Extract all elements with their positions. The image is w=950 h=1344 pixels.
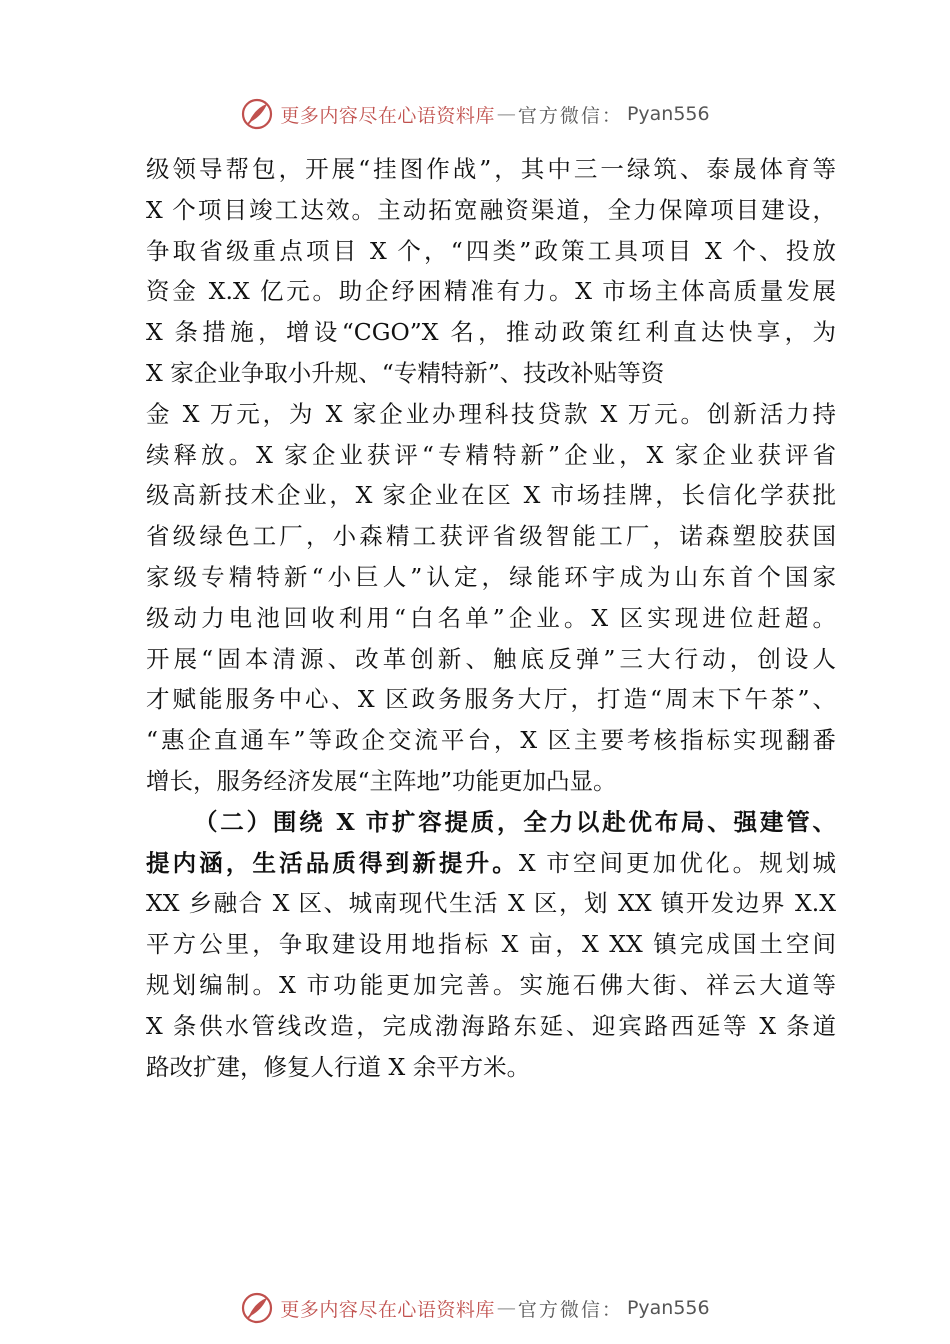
body-line: 级动力电池回收利用“白名单”企业。X 区实现进位赶超。	[146, 603, 836, 632]
section-heading-continuation: 提内涵，生活品质得到新提升。	[146, 848, 519, 877]
body-line: X 条措施，增设“CGO”X 名，推动政策红利直达快享，为	[146, 318, 836, 347]
document-body	[146, 149, 836, 1087]
body-line: 级领导帮包，开展“挂图作战”，其中三一绿筑、泰晟体育等	[146, 155, 836, 183]
quill-logo-icon	[240, 97, 274, 131]
body-line: 才赋能服务中心、X 区政务服务大厅，打造“周末下午茶”、	[146, 685, 836, 714]
watermark-main-text: 更多内容尽在心语资料库	[280, 104, 495, 127]
quill-logo-icon	[240, 1291, 274, 1325]
body-line: 争取省级重点项目 X 个，“四类”政策工具项目 X 个、投放	[146, 236, 836, 265]
watermark-main-text: 更多内容尽在心语资料库	[280, 1298, 495, 1321]
body-line: XX 乡融合 X 区、城南现代生活 X 区，划 XX 镇开发边界 X.X	[146, 889, 836, 918]
body-line: “惠企直通车”等政企交流平台，X 区主要考核指标实现翻番	[146, 726, 836, 755]
section-heading-line	[146, 843, 836, 884]
body-line: X 家企业争取小升规、“专精特新”、技改补贴等资	[146, 358, 665, 387]
body-line: 资金 X.X 亿元。助企纾困精准有力。X 市场主体高质量发展	[146, 277, 836, 306]
body-line: 路改扩建，修复人行道 X 余平方米。	[146, 1052, 531, 1081]
body-line: 续释放。X 家企业获评“专精特新”企业，X 家企业获评省	[146, 440, 836, 469]
body-line: X 条供水管线改造，完成渤海路东延、迎宾路西延等 X 条道	[146, 1011, 836, 1040]
header-watermark	[0, 94, 950, 134]
body-line-segment: X 市空间更加优化。规划城	[518, 848, 836, 877]
body-line: 规划编制。X 市功能更加完善。实施石佛大街、祥云大道等	[146, 970, 836, 999]
body-line: 金 X 万元，为 X 家企业办理科技贷款 X 万元。创新活力持	[146, 399, 836, 428]
watermark-account: Pyan556	[626, 103, 710, 125]
watermark-separator: —	[496, 103, 516, 125]
body-line: 家级专精特新“小巨人”认定，绿能环宇成为山东首个国家	[146, 562, 836, 591]
body-line: 增长，服务经济发展“主阵地”功能更加凸显。	[146, 766, 617, 795]
watermark-label: 官方微信	[517, 104, 602, 127]
watermark-separator: —	[496, 1297, 516, 1319]
body-line: 级高新技术企业，X 家企业在区 X 市场挂牌，长信化学获批	[146, 481, 836, 510]
body-line: X 个项目竣工达效。主动拓宽融资渠道，全力保障项目建设，	[146, 195, 836, 224]
watermark-label: 官方微信	[517, 1298, 602, 1321]
body-line: 平方公里，争取建设用地指标 X 亩，X XX 镇完成国土空间	[146, 930, 836, 959]
watermark-colon: ：	[601, 104, 621, 127]
footer-watermark	[0, 1288, 950, 1328]
watermark-colon: ：	[601, 1298, 621, 1321]
watermark-account: Pyan556	[626, 1297, 710, 1319]
body-line: 开展“固本清源、改革创新、触底反弹”三大行动，创设人	[146, 644, 836, 673]
section-heading: （二）围绕 X 市扩容提质，全力以赴优布局、强建管、	[194, 807, 836, 836]
body-line: 省级绿色工厂，小森精工获评省级智能工厂，诺森塑胶获国	[146, 522, 836, 551]
